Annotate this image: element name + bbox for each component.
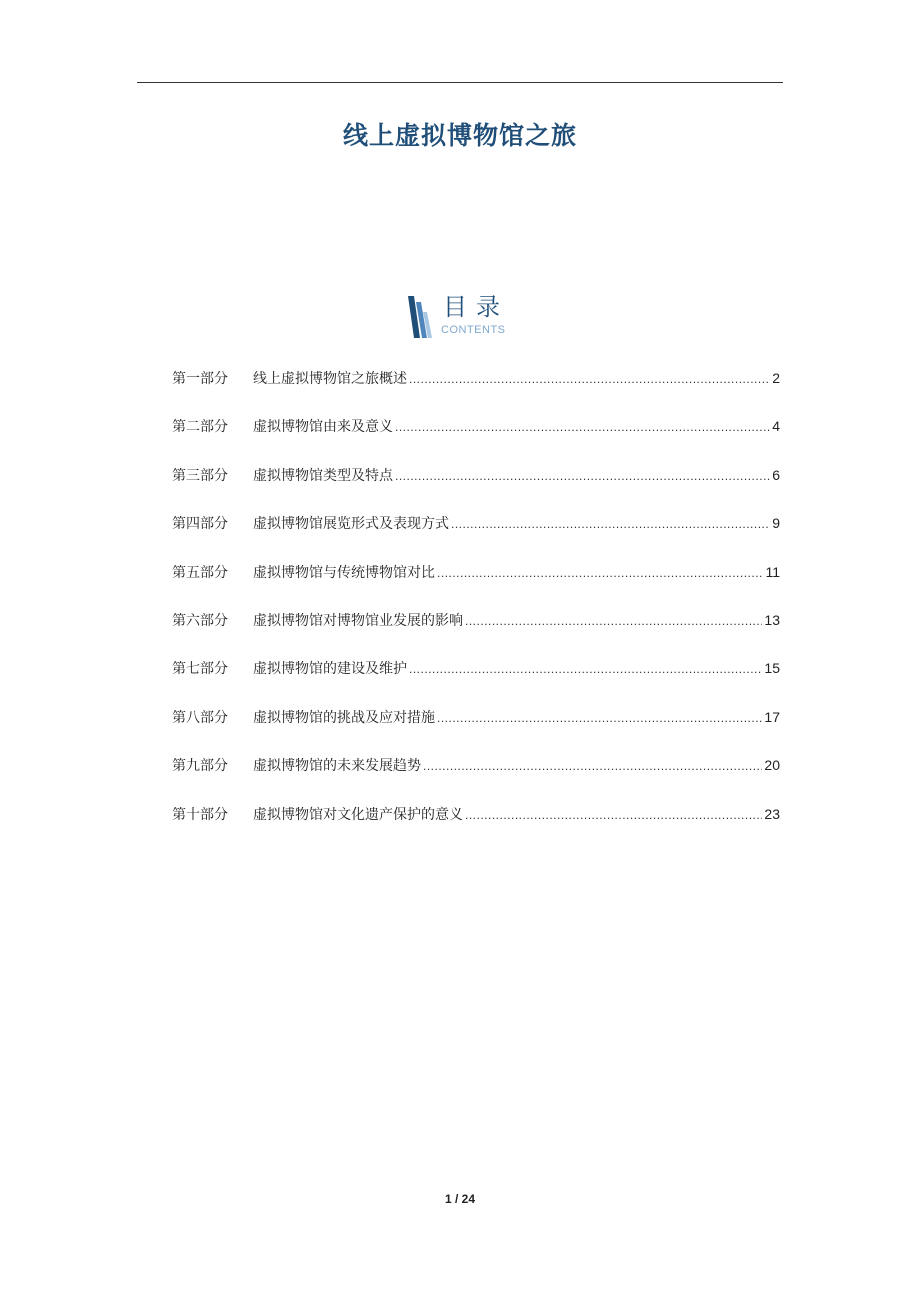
- toc-entry[interactable]: [172, 558, 780, 606]
- toc-entry-title: 虚拟博物馆展览形式及表现方式: [253, 516, 449, 533]
- toc-leader-dots: [437, 559, 763, 587]
- toc-entry[interactable]: [172, 751, 780, 799]
- toc-entry-part: 第八部分: [172, 709, 228, 726]
- toc-heading-zh: 目录: [443, 293, 509, 321]
- toc-entry-title: 线上虚拟博物馆之旅概述: [253, 371, 407, 387]
- toc-entry-title: 虚拟博物馆对博物馆业发展的影响: [253, 612, 463, 629]
- toc-entry-part: 第三部分: [172, 467, 228, 484]
- toc-leader-dots: [423, 752, 762, 780]
- toc-entry-title: 虚拟博物馆对文化遗产保护的意义: [253, 806, 463, 823]
- toc-entry[interactable]: [172, 606, 780, 654]
- toc-entry-part: 第九部分: [172, 758, 228, 775]
- toc-leader-dots: [409, 655, 762, 683]
- toc-entry-page: 6: [772, 466, 780, 483]
- toc-entry-part: 第六部分: [172, 612, 228, 629]
- toc-entry[interactable]: [172, 509, 780, 557]
- toc-entry-part: 第七部分: [172, 661, 228, 678]
- toc-entry[interactable]: [172, 364, 780, 412]
- toc-entry-page: 11: [765, 563, 780, 580]
- toc-entry-title: 虚拟博物馆与传统博物馆对比: [253, 564, 435, 581]
- toc-list: [172, 364, 780, 848]
- toc-heading: [406, 292, 526, 342]
- toc-entry-page: 15: [764, 660, 780, 677]
- toc-entry-part: 第一部分: [172, 371, 228, 387]
- toc-leader-dots: [437, 704, 762, 732]
- toc-slanted-bars-icon: [406, 296, 432, 338]
- header-rule: [137, 82, 783, 83]
- toc-entry-page: 23: [764, 805, 780, 822]
- toc-entry-part: 第四部分: [172, 516, 228, 533]
- page-number: 1 / 24: [444, 1192, 476, 1206]
- toc-entry-page: 17: [764, 708, 780, 725]
- toc-heading-en: CONTENTS: [441, 324, 506, 336]
- toc-entry-page: 2: [772, 370, 780, 386]
- toc-entry[interactable]: [172, 412, 780, 460]
- toc-leader-dots: [465, 607, 762, 635]
- toc-entry-title: 虚拟博物馆的未来发展趋势: [253, 758, 421, 775]
- toc-entry-title: 虚拟博物馆由来及意义: [253, 419, 393, 436]
- toc-entry-title: 虚拟博物馆的建设及维护: [253, 661, 407, 678]
- toc-entry-page: 13: [764, 611, 780, 628]
- toc-entry-page: 20: [764, 757, 780, 774]
- toc-entry[interactable]: [172, 703, 780, 751]
- toc-leader-dots: [451, 510, 770, 538]
- toc-entry[interactable]: [172, 654, 780, 702]
- toc-entry[interactable]: [172, 800, 780, 848]
- toc-entry-part: 第二部分: [172, 419, 228, 436]
- toc-entry-part: 第五部分: [172, 564, 228, 581]
- toc-entry[interactable]: [172, 461, 780, 509]
- toc-entry-page: 4: [772, 418, 780, 435]
- toc-leader-dots: [409, 365, 770, 393]
- toc-entry-title: 虚拟博物馆类型及特点: [253, 467, 393, 484]
- document-title: 线上虚拟博物馆之旅: [342, 121, 577, 150]
- toc-leader-dots: [395, 462, 770, 490]
- toc-leader-dots: [395, 413, 770, 441]
- toc-entry-title: 虚拟博物馆的挑战及应对措施: [253, 709, 435, 726]
- toc-leader-dots: [465, 801, 762, 829]
- toc-entry-part: 第十部分: [172, 806, 228, 823]
- toc-entry-page: 9: [772, 515, 780, 532]
